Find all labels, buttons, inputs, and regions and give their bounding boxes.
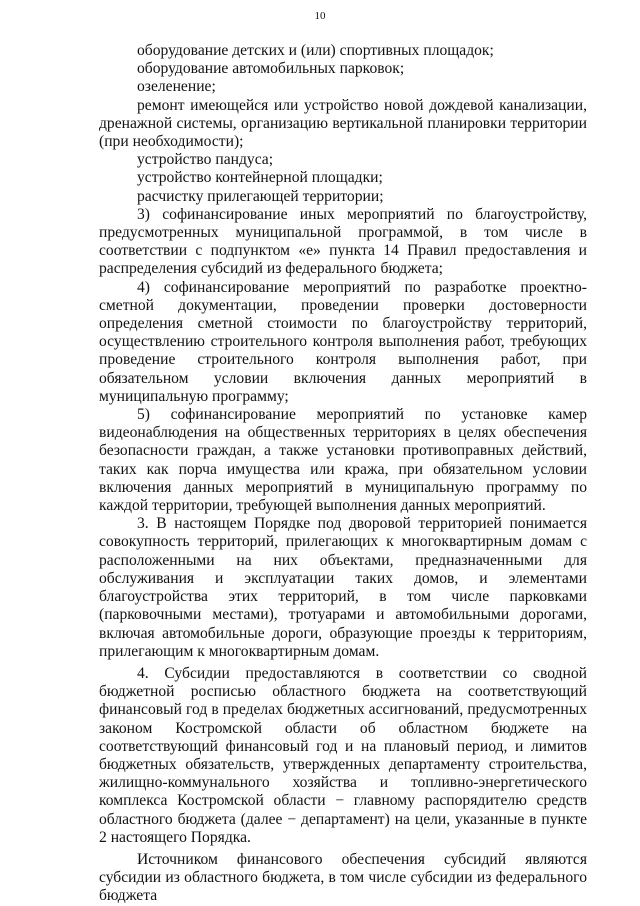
paragraph-1: оборудование детских и (или) спортивных площадок;	[137, 42, 494, 59]
paragraph-4: ремонт имеющейся или устройство новой дождевой канализации, дренажной системы, организацию вертикальной планировки территории (при необходимости);	[99, 96, 587, 151]
paragraph-9: 4) софинансирование мероприятий по разработке проектно-сметной документации, проведении проверки достоверности определения сметной стоимости по благоустройству территорий, осуществлению строительного контроля выполнения работ, требующих проведение строительного контроля выполнения работ, при обязательном условии включения данных мероприятий в муниципальную программу;	[99, 278, 587, 405]
paragraph-8: 3) софинансирование иных мероприятий по благоустройству, предусмотренных муниципальной программой, в том числе в соответствии с подпунктом «е» пункта 14 Правил предоставления и распределения субсидий из федерального бюджета;	[99, 205, 587, 278]
paragraph-13: Источником финансового обеспечения субсидий являются субсидии из областного бюджета, в том числе субсидии из федерального бюджета	[99, 850, 587, 905]
paragraph-11: 3. В настоящем Порядке под дворовой территорией понимается совокупность территорий, прилегающих к многоквартирным домам с расположенными на них объектами, предназначенными для обслуживания и эксплуатации таких домов, и элементами благоустройства этих территорий, в том числе парковками (парковочными местами), тротуарами и автомобильными дорогами, включая автомобильные дороги, образующие проезды к территориям, прилегающим к многоквартирным домам.	[99, 515, 587, 660]
page-number: 10	[314, 10, 326, 22]
document-body	[99, 42, 587, 906]
paragraph-10: 5) софинансирование мероприятий по установке камер видеонаблюдения на общественных территориях в целях обеспечения безопасности граждан, а также установки противоправных действий, таких как порча имущества или кража, при обязательном условии включения данных мероприятий в муниципальную программу по каждой территории, требующей выполнения данных мероприятий.	[99, 406, 587, 515]
paragraph-2: оборудование автомобильных парковок;	[137, 60, 405, 78]
paragraph-5: устройство пандуса;	[137, 151, 274, 169]
paragraph-12: 4. Субсидии предоставляются в соответствии со сводной бюджетной росписью областного бюджета на соответствующий финансовый год в пределах бюджетных ассигнований, предусмотренных законом Костромской области об областном бюджете на соответствующий финансовый год и на плановый период, и лимитов бюджетных обязательств, утвержденных департаменту строительства, жилищно-коммунального хозяйства и топливно-энергетического комплекса Костромской области − главному распорядителю средств областного бюджета (далее − департамент) на цели, указанные в пункте 2 настоящего Порядка.	[99, 664, 587, 846]
paragraph-3: озеленение;	[137, 78, 216, 96]
paragraph-7: расчистку прилегающей территории;	[137, 187, 384, 205]
paragraph-6: устройство контейнерной площадки;	[137, 169, 383, 187]
